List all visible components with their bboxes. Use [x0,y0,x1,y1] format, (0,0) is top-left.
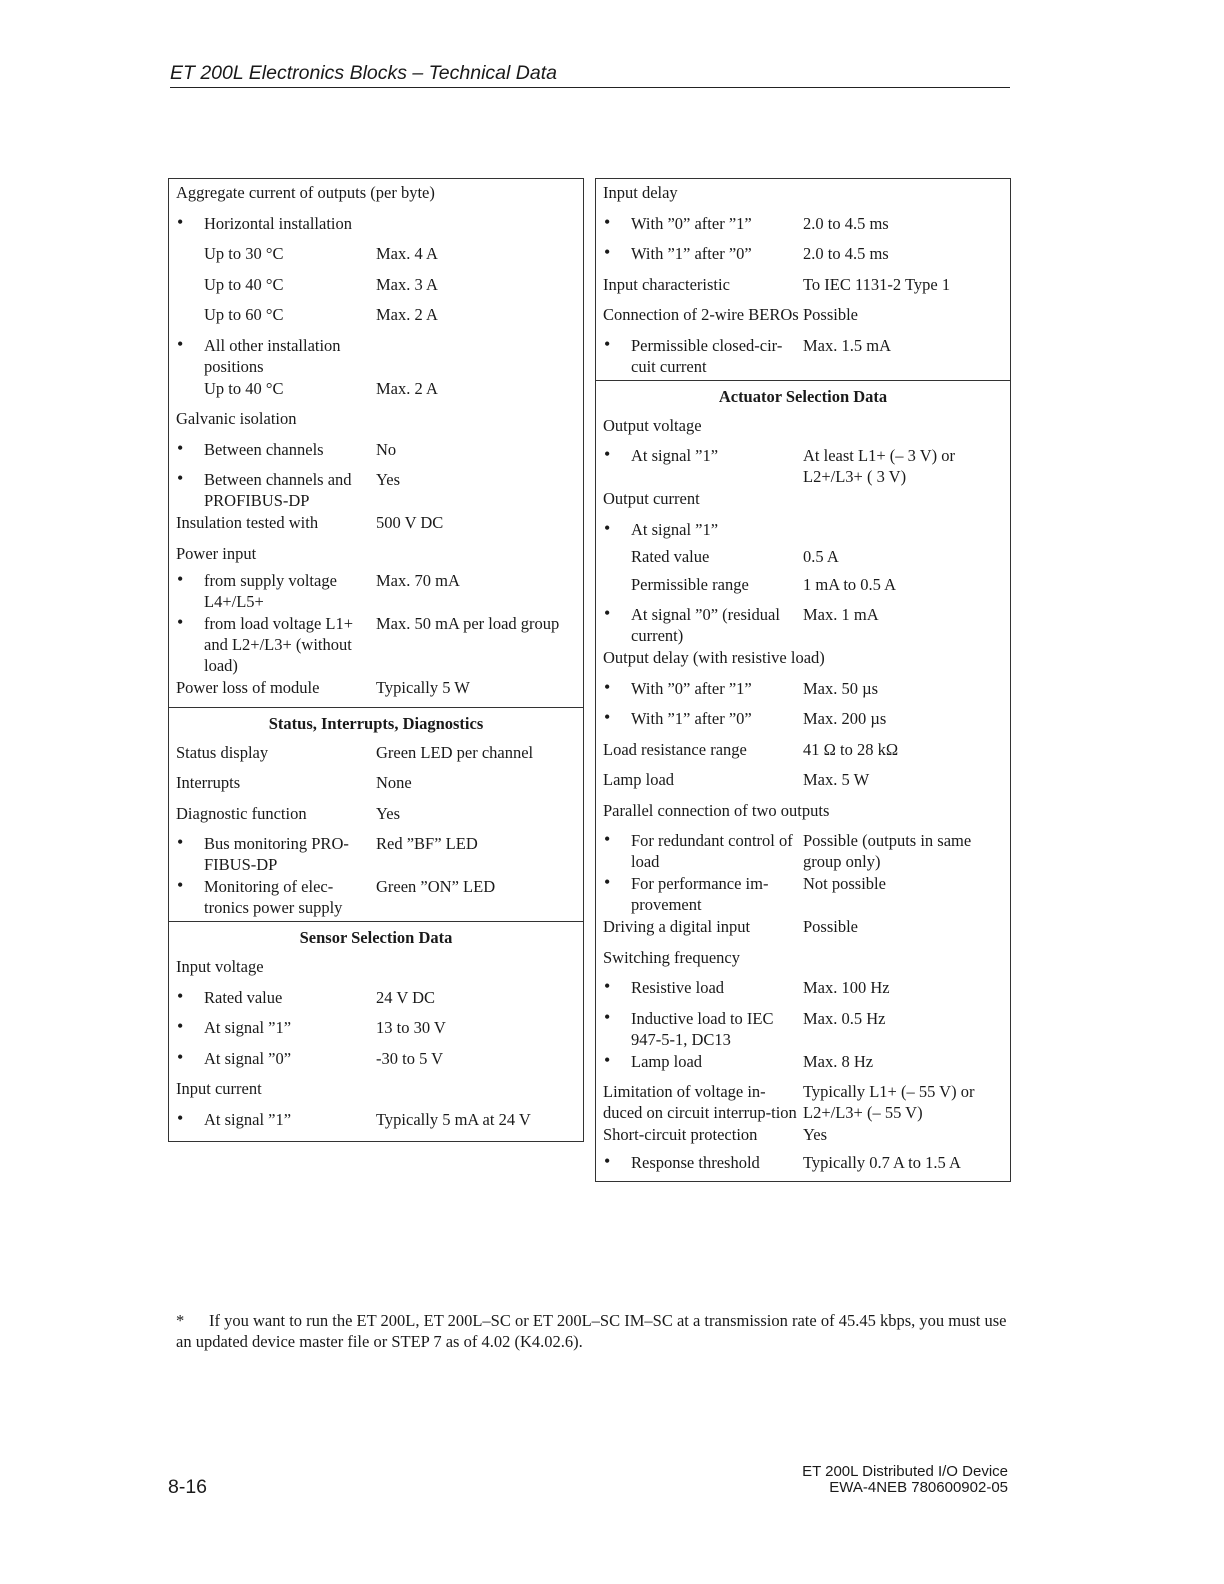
table-row: Output current [603,489,700,508]
table-row: Power input [176,543,257,563]
page-header [170,60,1010,88]
table-row: • from supply voltage L4+/L5+ Max. 70 mA [169,569,583,612]
table-row: • With ”0” after ”1” Max. 50 µs [596,677,1010,708]
table-row: Lamp load Max. 5 W [603,770,870,789]
footnote-text: If you want to run the ET 200L, ET 200L–SC or ET 200L–SC IM–SC at a transmission rate of 45.45 kbps, you must use an updated device master file or STEP 7 as of 4.02 (K4.02.6). [176,1311,1007,1351]
table-row: Power loss of module Typically 5 W [176,678,470,697]
table-row: Limitation of voltage in-duced on circuit interrup-tion Typically L1+ (– 55 V) or L2+/L3+ (– 55 V) [603,1082,975,1122]
footnote [176,1310,1016,1352]
table-row: • Lamp load Max. 8 Hz [596,1050,1010,1081]
table-row: Up to 40 °C Max. 2 A [204,378,438,398]
table-row: Switching frequency [603,947,741,967]
table-row: • Permissible closed-cir-cuit current Max. 1.5 mA [596,334,1010,377]
table-row: Input voltage [176,957,264,976]
table-row: • from load voltage L1+ and L2+/L3+ (without load) Max. 50 mA per load group [169,612,583,676]
table-row: Interrupts None [176,773,412,792]
table-row: Input current [176,1079,262,1098]
table-row: Driving a digital input Possible [603,917,859,936]
table-row: • At signal ”1” 13 to 30 V [169,1016,583,1047]
table-row: • For redundant control of load Possible (outputs in same group only) [596,829,1010,872]
table-row: • All other installation positions [169,334,583,377]
section-title: Sensor Selection Data [299,928,453,947]
input-delay-section [596,179,1010,380]
table-row: Input delay [603,183,678,202]
right-spec-table [595,178,1011,1182]
table-row: • At signal ”0” (residual current) Max. 1 mA [596,603,1010,646]
table-row: Diagnostic function Yes [176,803,401,823]
table-row: Output voltage [603,415,702,435]
table-row: • At signal ”1” Typically 5 mA at 24 V [169,1108,583,1139]
table-row: Up to 30 °C Max. 4 A [204,244,438,263]
table-row: • At signal ”0” -30 to 5 V [169,1047,583,1078]
table-row: Status display Green LED per channel [176,742,534,762]
table-row: Aggregate current of outputs (per byte) [176,183,435,202]
page-number: 8-16 [168,1476,208,1498]
table-row: • Between channels and PROFIBUS-DP Yes [169,468,583,511]
sensor-section [169,921,583,1141]
outputs-section [169,179,583,707]
table-row: Up to 60 °C Max. 2 A [204,305,438,324]
table-row: • Horizontal installation [169,212,583,243]
table-row: Permissible range 1 mA to 0.5 A [631,574,897,594]
table-row: Rated value 0.5 A [631,547,839,566]
table-row: • For performance im-provement Not possible [596,872,1010,915]
section-title: Actuator Selection Data [718,386,888,406]
status-section [169,707,583,922]
table-row: • Between channels No [169,438,583,469]
table-row: • Response threshold Typically 0.7 A to 1.5 A [596,1151,1010,1179]
actuator-section [596,380,1010,1182]
table-row: Load resistance range 41 Ω to 28 kΩ [603,739,899,759]
table-row: Output delay (with resistive load) [603,648,825,667]
footnote-mark: * [176,1311,185,1330]
section-title: Status, Interrupts, Diagnostics [268,713,484,733]
table-row: Short-circuit protection Yes [603,1125,828,1144]
table-row: Connection of 2-wire BEROs Possible [603,305,859,324]
table-row: • Inductive load to IEC 947-5-1, DC13 Max. 0.5 Hz [596,1007,1010,1050]
table-row: Insulation tested with 500 V DC [176,513,444,532]
table-row: • Resistive load Max. 100 Hz [596,976,1010,1007]
table-row: • Monitoring of elec-tronics power supply Green ”ON” LED [169,875,583,918]
table-row: Galvanic isolation [176,409,297,428]
footer-doc-info [802,1464,1008,1496]
table-row: • Bus monitoring PRO-FIBUS-DP Red ”BF” LED [169,832,583,875]
footer-doc-id: EWA-4NEB 780600902-05 [829,1479,1008,1496]
table-row: • With ”1” after ”0” 2.0 to 4.5 ms [596,242,1010,273]
left-spec-table [168,178,584,1142]
footer-doc-title: ET 200L Distributed I/O Device [802,1463,1008,1480]
table-row: • At signal ”1” [596,518,1010,546]
table-row: • Rated value 24 V DC [169,986,583,1017]
table-row: • At signal ”1” At least L1+ (– 3 V) or L2+/L3+ ( 3 V) [596,444,1010,487]
table-row: Up to 40 °C Max. 3 A [204,274,438,294]
table-row: • With ”1” after ”0” Max. 200 µs [596,707,1010,738]
table-row: Input characteristic To IEC 1131-2 Type 1 [603,274,951,294]
table-row: Parallel connection of two outputs [603,800,830,820]
table-row: • With ”0” after ”1” 2.0 to 4.5 ms [596,212,1010,243]
page-title: ET 200L Electronics Blocks – Technical Data [170,62,557,84]
